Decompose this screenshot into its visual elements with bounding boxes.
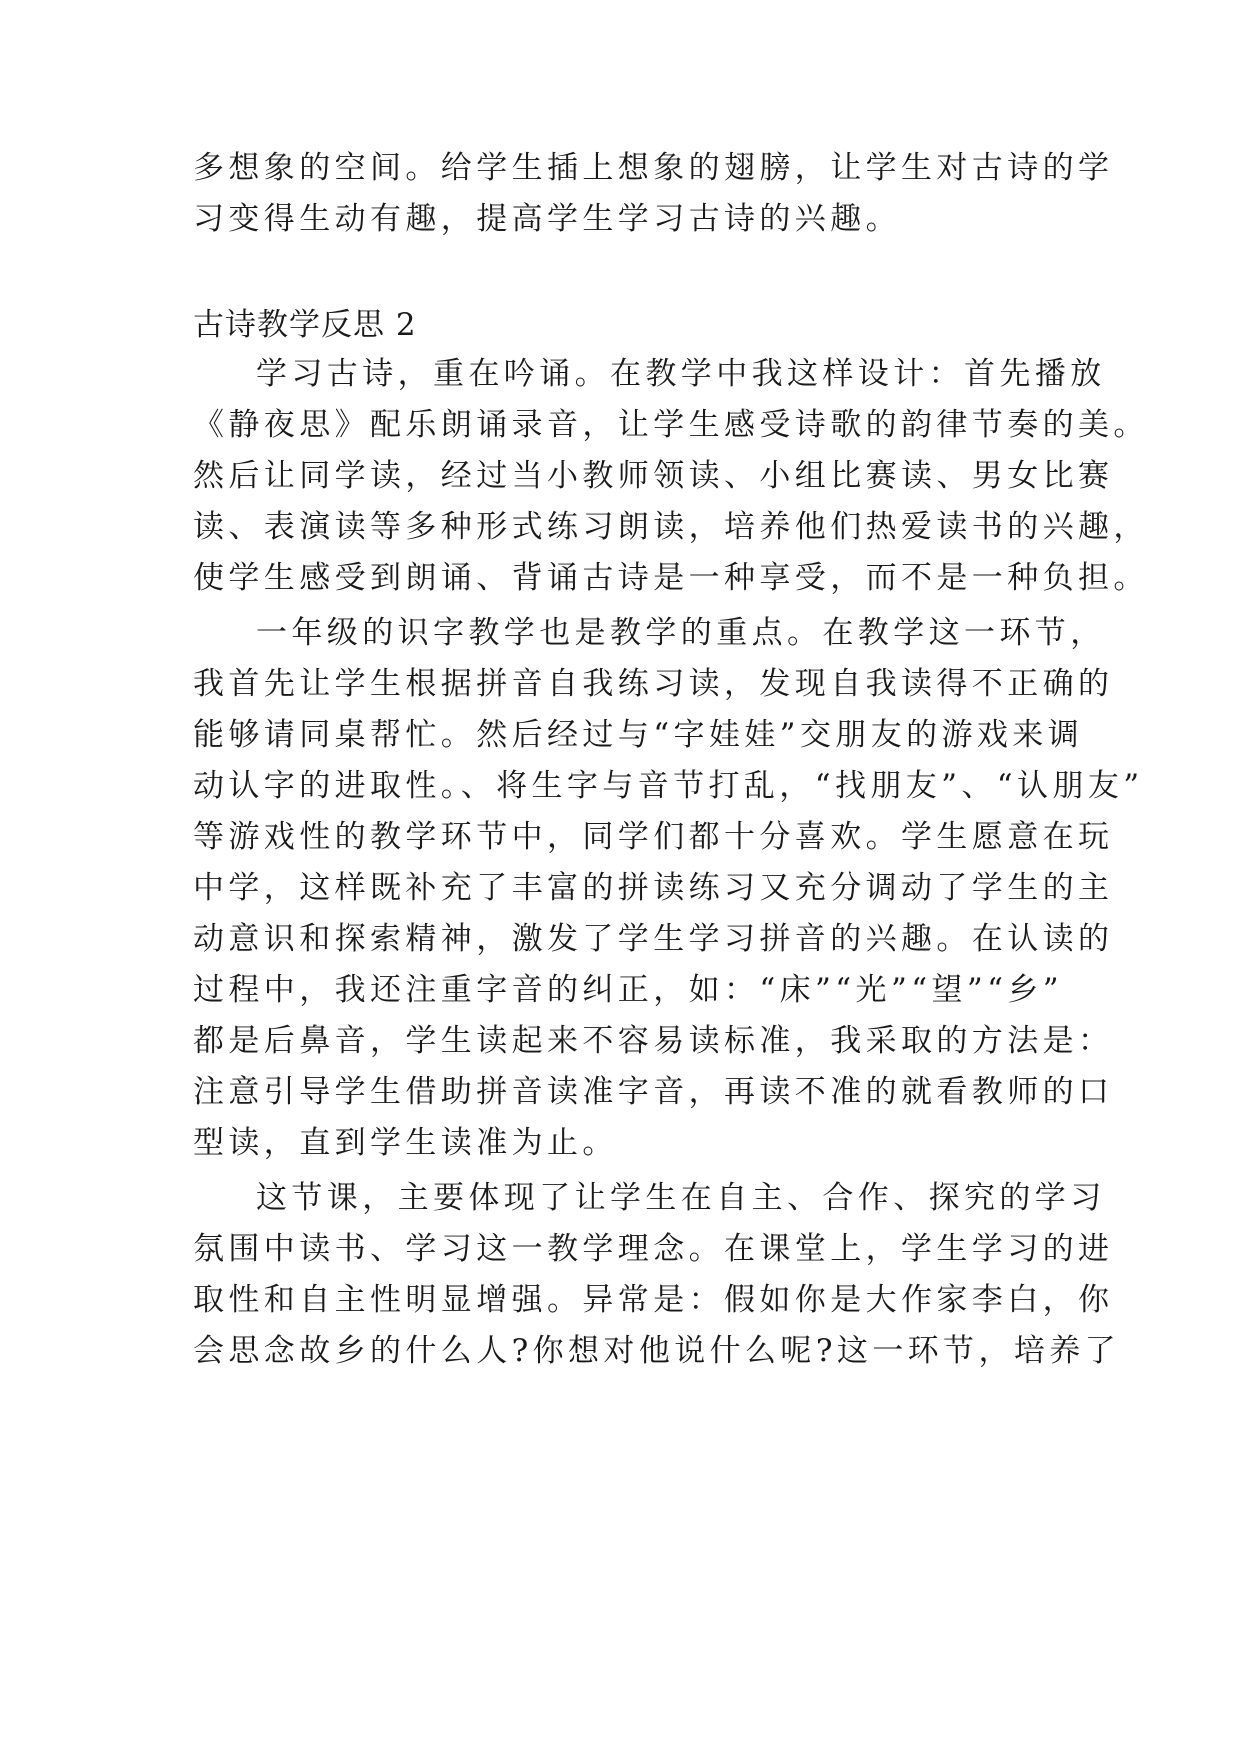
section-heading: 古诗教学反思 2 <box>193 307 417 343</box>
paragraph-line: 《静夜思》配乐朗诵录音，让学生感受诗歌的韵律节奏的美。 <box>193 407 1149 443</box>
paragraph-line: 等游戏性的教学环节中，同学们都十分喜欢。学生愿意在玩 <box>193 819 1114 855</box>
paragraph-line: 型读，直到学生读准为止。 <box>193 1125 618 1161</box>
paragraph-line: 能够请同桌帮忙。然后经过与“字娃娃”交朋友的游戏来调 <box>193 717 1084 753</box>
paragraph-line: 过程中，我还注重字音的纠正，如：“床”“光”“望”“乡” <box>193 972 1063 1008</box>
paragraph-line: 这节课，主要体现了让学生在自主、合作、探究的学习 <box>256 1180 1106 1216</box>
paragraph-line: 读、表演读等多种形式练习朗读，培养他们热爱读书的兴趣， <box>193 509 1149 545</box>
paragraph-line: 学习古诗，重在吟诵。在教学中我这样设计：首先播放 <box>256 356 1106 392</box>
paragraph-line: 动认字的进取性。、将生字与音节打乱，“找朋友”、“认朋友” <box>193 768 1144 804</box>
paragraph-line: 多想象的空间。给学生插上想象的翅膀，让学生对古诗的学 <box>193 150 1114 186</box>
paragraph-line: 会思念故乡的什么人?你想对他说什么呢?这一环节，培养了 <box>193 1333 1121 1369</box>
paragraph-line: 注意引导学生借助拼音读准字音，再读不准的就看教师的口 <box>193 1074 1114 1110</box>
paragraph-line: 都是后鼻音，学生读起来不容易读标准，我采取的方法是： <box>193 1023 1114 1059</box>
paragraph-line: 使学生感受到朗诵、背诵古诗是一种享受，而不是一种负担。 <box>193 560 1149 596</box>
paragraph-line: 中学，这样既补充了丰富的拼读练习又充分调动了学生的主 <box>193 870 1114 906</box>
paragraph-line: 氛围中读书、学习这一教学理念。在课堂上，学生学习的进 <box>193 1231 1114 1267</box>
paragraph-line: 然后让同学读，经过当小教师领读、小组比赛读、男女比赛 <box>193 458 1114 494</box>
paragraph-line: 取性和自主性明显增强。异常是：假如你是大作家李白，你 <box>193 1282 1114 1318</box>
paragraph-line: 一年级的识字教学也是教学的重点。在教学这一环节， <box>256 615 1106 651</box>
paragraph-line: 动意识和探索精神，激发了学生学习拼音的兴趣。在认读的 <box>193 921 1114 957</box>
paragraph-line: 习变得生动有趣，提高学生学习古诗的兴趣。 <box>193 201 901 237</box>
paragraph-line: 我首先让学生根据拼音自我练习读，发现自我读得不正确的 <box>193 666 1114 702</box>
